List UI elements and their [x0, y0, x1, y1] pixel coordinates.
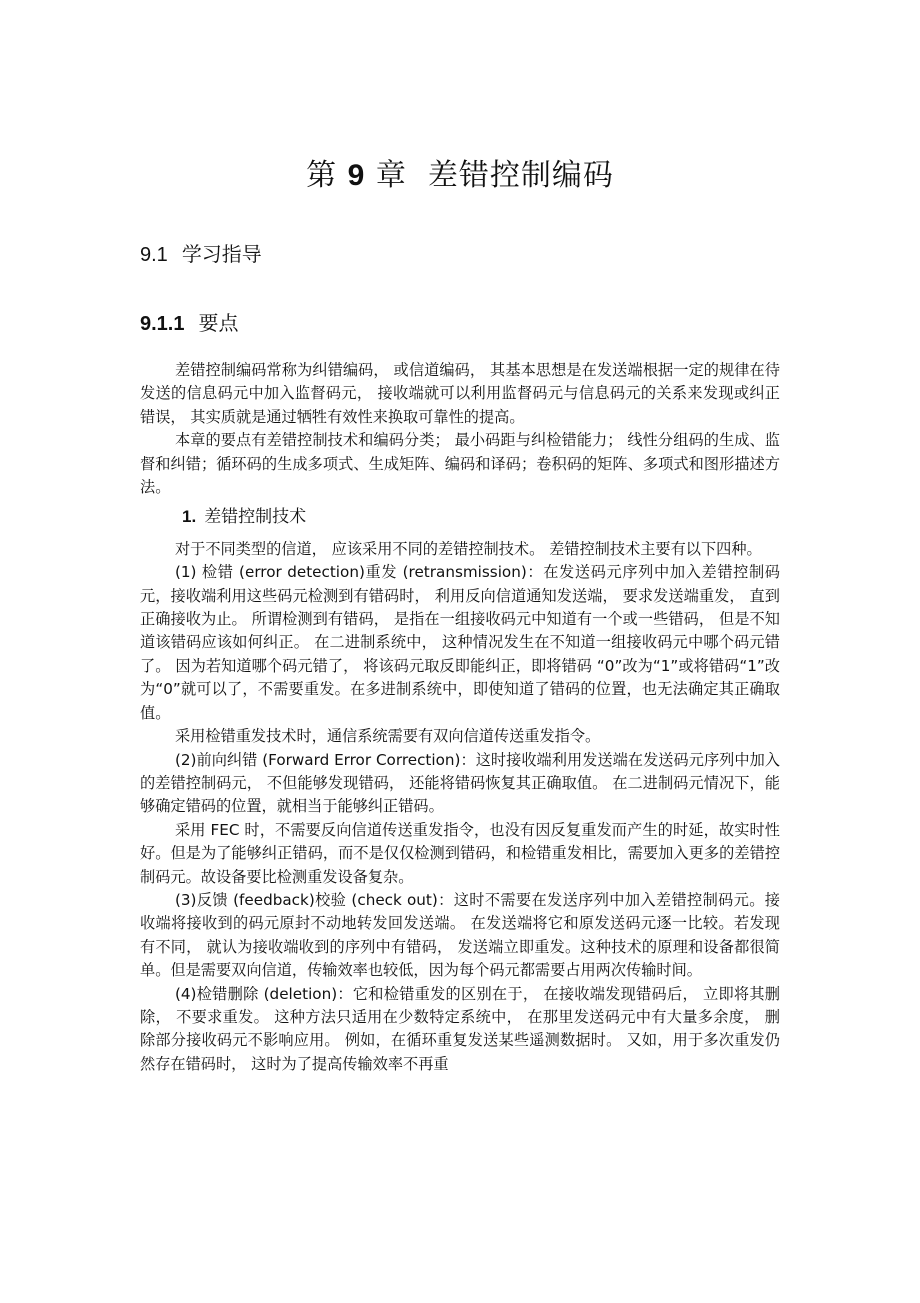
paragraph: (1) 检错 (error detection)重发 (retransmission)：在发送码元序列中加入差错控制码元，接收端利用这些码元检测到有错码时， 利用反向信道通知发送端， 要求发送端重发， 直到正确接收为止。 所谓检测到有错码， 是指在一组接收码元中知道有一个或一些错码， 但是不知道该错码应该如何纠正。 在二进制系统中， 这种情况发生在不知道一组接收码元中哪个码元错了。 因为若知道哪个码元错了， 将该码元取反即能纠正，即将错码 “0”改为“1”或将错码“1”改为“0”就可以了，不需要重发。在多进制系统中，即使知道了错码的位置，也无法确定其正确取值。 — [140, 563, 780, 722]
paragraph: 采用检错重发技术时，通信系统需要有双向信道传送重发指令。 — [174, 727, 601, 746]
paragraph: 采用 FEC 时，不需要反向信道传送重发指令，也没有因反复重发而产生的时延，故实时性好。但是为了能够纠正错码，而不是仅仅检测到错码，和检错重发相比，需要加入更多的差错控制码元。故设备要比检测重发设备复杂。 — [140, 820, 780, 886]
paragraph: (3)反馈 (feedback)校验 (check out)：这时不需要在发送序列中加入差错控制码元。接收端将接收到的码元原封不动地转发回发送端。 在发送端将它和原发送码元逐一比较。若发现有不同， 就认为接收端收到的序列中有错码， 发送端立即重发。这种技术的原理和设备都很简单。但是需要双向信道，传输效率也较低，因为每个码元都需要占用两次传输时间。 — [140, 890, 780, 980]
paragraph: 本章的要点有差错控制技术和编码分类； 最小码距与纠检错能力； 线性分组码的生成、监督和纠错；循环码的生成多项式、生成矩阵、编码和译码；卷积码的矩阵、多项式和图形描述方法。 — [140, 431, 780, 497]
chapter-title: 第 9 章 差错控制编码 — [306, 158, 614, 193]
paragraph: (4)检错删除 (deletion)：它和检错重发的区别在于， 在接收端发现错码后， 立即将其删除， 不要求重发。 这种方法只适用在少数特定系统中， 在那里发送码元中有大量多余度， 删除部分接收码元不影响应用。 例如，在循环重复发送某些遥测数据时。 又如，用于多次重发仍然存在错码时， 这时为了提高传输效率不再重 — [140, 984, 780, 1073]
section-heading: 9.1 学习指导 — [140, 242, 262, 266]
body-text — [140, 359, 780, 1076]
topic-heading: 1. 差错控制技术 — [182, 507, 307, 528]
subsection-heading: 9.1.1 要点 — [140, 311, 239, 335]
paragraph: (2)前向纠错 (Forward Error Correction)：这时接收端利用发送端在发送码元序列中加入的差错控制码元， 不但能够发现错码， 还能将错码恢复其正确取值。 在二进制码元情况下，能够确定错码的位置，就相当于能够纠正错码。 — [140, 750, 780, 816]
paragraph: 对于不同类型的信道， 应该采用不同的差错控制技术。 差错控制技术主要有以下四种。 — [174, 539, 762, 558]
paragraph: 差错控制编码常称为纠错编码， 或信道编码， 其基本思想是在发送端根据一定的规律在待发送的信息码元中加入监督码元， 接收端就可以利用监督码元与信息码元的关系来发现或纠正错误， 其实质就是通过牺牲有效性来换取可靠性的提高。 — [140, 361, 780, 426]
